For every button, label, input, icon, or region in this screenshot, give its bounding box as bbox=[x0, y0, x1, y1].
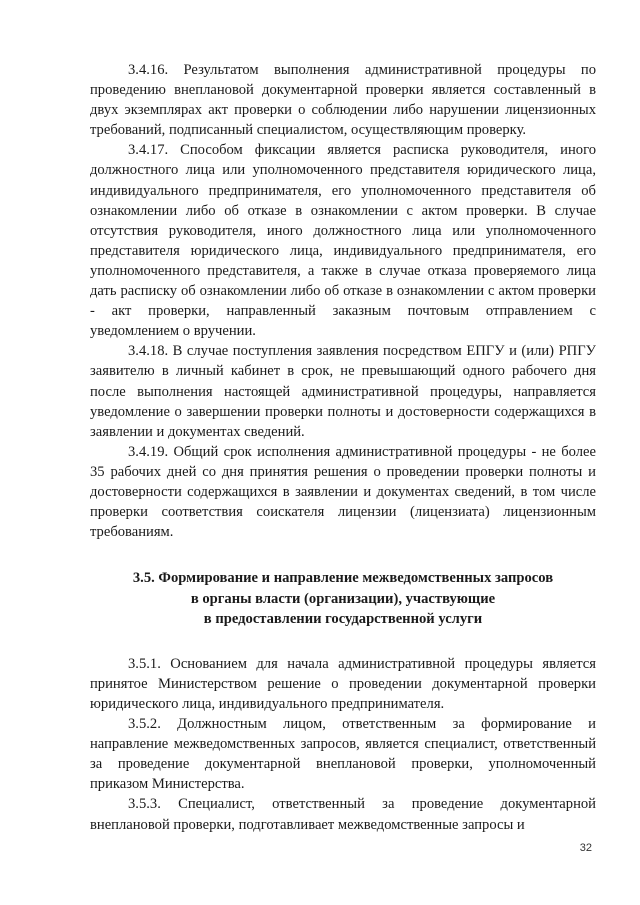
body-text bbox=[90, 60, 596, 835]
paragraph-3-5-1: 3.5.1. Основанием для начала административной процедуры является принятое Министерством решение о проведении документарной проверки юридического лица, индивидуального предпринимателя. bbox=[90, 655, 596, 712]
heading-line-2: в органы власти (организации), участвующие bbox=[190, 590, 496, 607]
paragraph-3-4-16: 3.4.16. Результатом выполнения административной процедуры по проведению внеплановой документарной проверки является составленный в двух экземплярах акт проверки о соблюдении либо нарушении лицензионных требований, подписанный специалистом, осуществляющим проверку. bbox=[90, 62, 596, 139]
paragraph-3-4-19: 3.4.19. Общий срок исполнения административной процедуры - не более 35 рабочих дней со дня принятия решения о проведении проверки полноты и достоверности содержащихся в заявлении и документах сведений, в том числе проверки соответствия соискателя лицензии (лицензиата) лицензионным требованиям. bbox=[90, 443, 596, 541]
paragraph-3-5-2: 3.5.2. Должностным лицом, ответственным за формирование и направление межведомственных запросов, является специалист, ответственный за проведение документарной внеплановой проверки, уполномоченный приказом Министерства. bbox=[90, 716, 596, 793]
heading-line-3: в предоставлении государственной услуги bbox=[203, 611, 483, 628]
heading-line-1: 3.5. Формирование и направление межведомственных запросов bbox=[132, 570, 554, 587]
paragraph-3-4-18: 3.4.18. В случае поступления заявления посредством ЕПГУ и (или) РПГУ заявителю в личный кабинет в срок, не превышающий одного рабочего дня после выполнения настоящей административной процедуры, направляется уведомление о завершении проверки полноты и достоверности содержащихся в заявлении и документах сведений. bbox=[90, 343, 596, 440]
paragraph-3-4-17: 3.4.17. Способом фиксации является расписка руководителя, иного должностного лица или уполномоченного представителя юридического лица, индивидуального предпринимателя, его уполномоченного представителя об ознакомлении либо об отказе в ознакомлении с актом проверки. В случае отсутствия руководителя, иного должностного лица или уполномоченного представителя юридического лица, индивидуального предпринимателя, его уполномоченного представителя, а также в случае отказа проверяемого лица дать расписку об ознакомлении либо об отказе в ознакомлении с актом проверки - акт проверки, направленный заказным почтовым отправлением с уведомлением о вручении. bbox=[90, 142, 596, 340]
page-number: 32 bbox=[579, 842, 592, 854]
paragraph-3-5-3: 3.5.3. Специалист, ответственный за проведение документарной внеплановой проверки, подготавливает межведомственные запросы и bbox=[90, 796, 596, 833]
section-heading-3-5 bbox=[90, 568, 596, 630]
